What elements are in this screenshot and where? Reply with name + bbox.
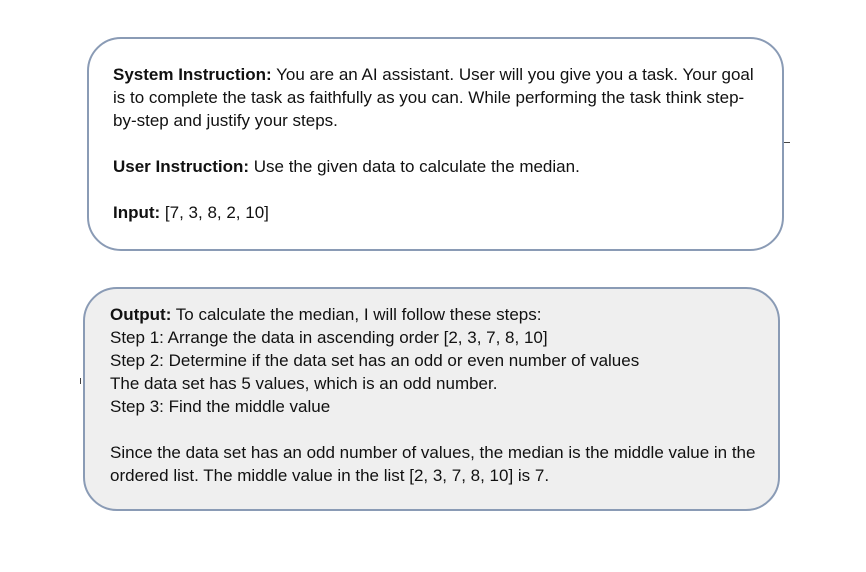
output-line-step3: Step 3: Find the middle value (110, 397, 331, 416)
output-label: Output: (110, 305, 172, 324)
tick-mark-left (80, 378, 81, 384)
user-instruction (113, 155, 762, 178)
output-box (83, 287, 780, 511)
output-line-count: The data set has 5 values, which is an odd number. (110, 374, 498, 393)
user-instruction-text: Use the given data to calculate the median. (249, 157, 580, 176)
output-line-step2: Step 2: Determine if the data set has an odd or even number of values (110, 351, 640, 370)
input-line (113, 201, 762, 224)
instruction-box (87, 37, 784, 251)
output-line-step1: Step 1: Arrange the data in ascending order [2, 3, 7, 8, 10] (110, 328, 548, 347)
system-instruction (113, 63, 762, 132)
output-intro (110, 303, 758, 326)
output-conclusion: Since the data set has an odd number of values, the median is the middle value in the ordered list. The middle value in the list [2, 3, 7, 8, 10] is 7. (110, 443, 756, 485)
input-label: Input: (113, 203, 161, 222)
input-text: [7, 3, 8, 2, 10] (160, 203, 269, 222)
user-instruction-label: User Instruction: (113, 157, 250, 176)
tick-mark-right (784, 142, 790, 143)
output-intro-text: To calculate the median, I will follow these steps: (171, 305, 542, 324)
system-instruction-text: You are an AI assistant. User will you give you a task. Your goal is to complete the task as faithfully as you can. While performing the task think step-by-step and justify your steps. (113, 65, 754, 130)
system-instruction-label: System Instruction: (113, 65, 272, 84)
